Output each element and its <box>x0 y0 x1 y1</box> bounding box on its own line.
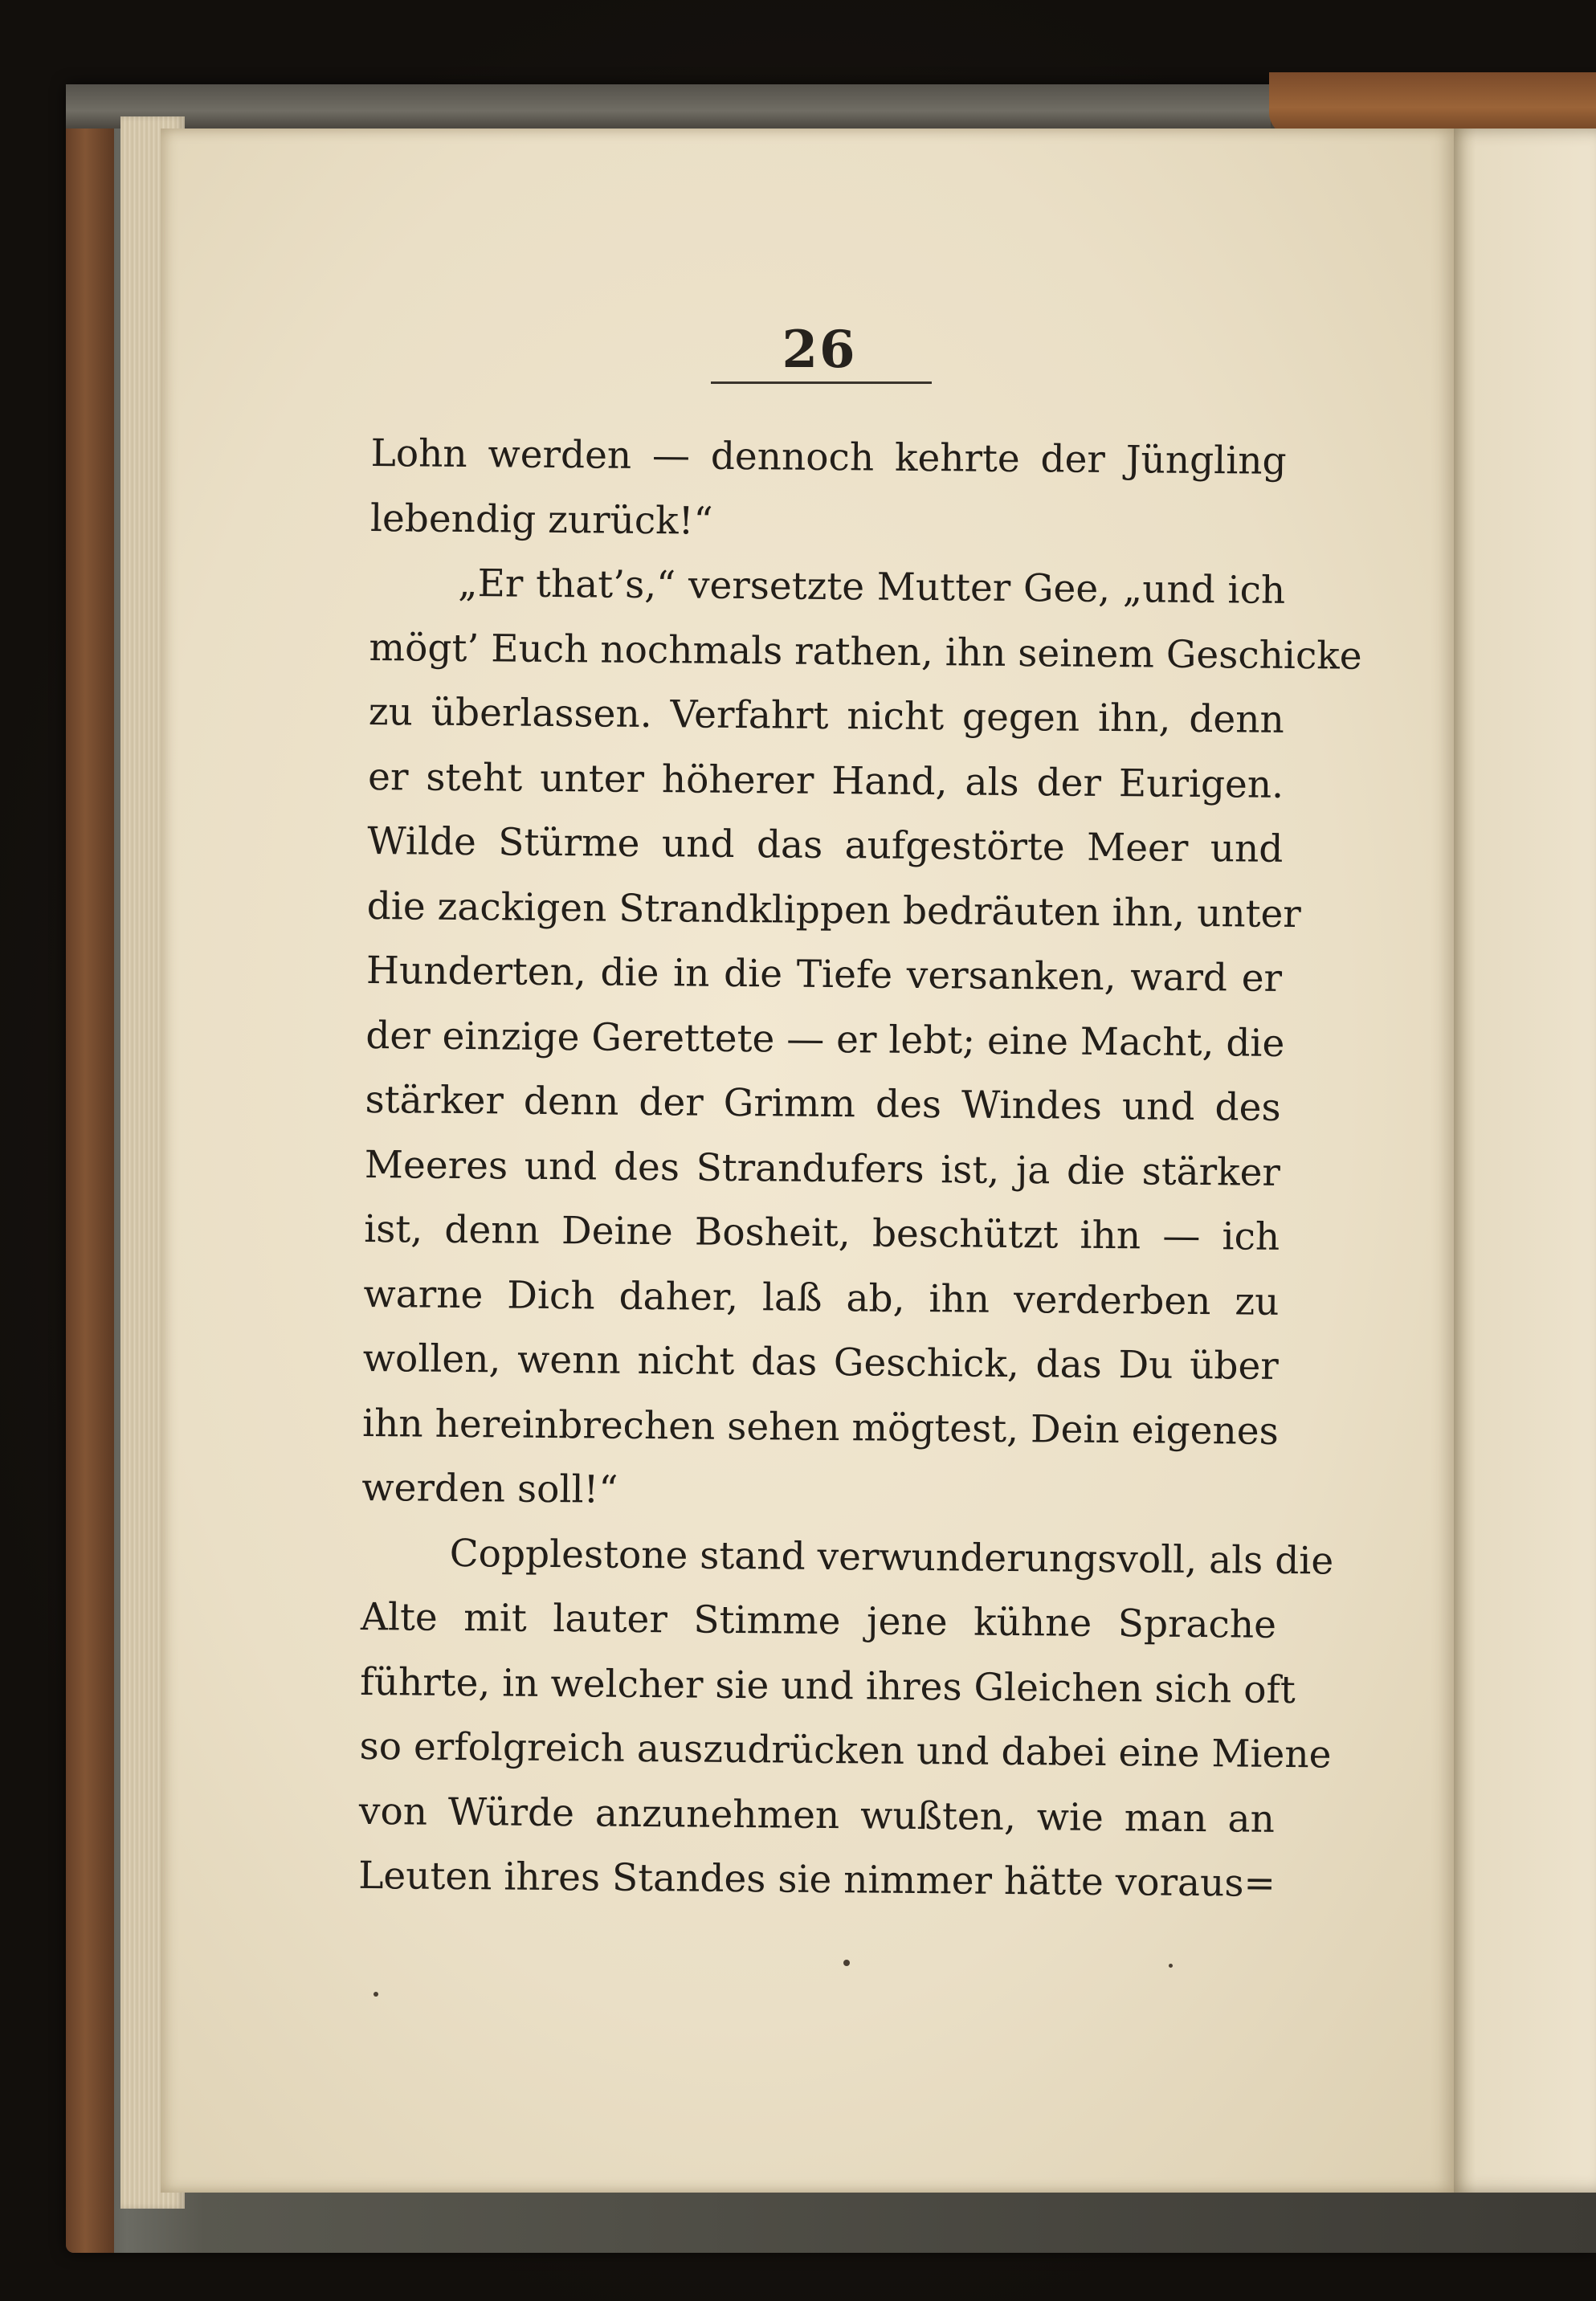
text-line: Hunderten, die in die Tiefe versanken, ward er <box>365 948 1283 1001</box>
text-line: von Würde anzunehmen wußten, wie man an <box>358 1789 1276 1842</box>
text-line: Leuten ihres Standes sie nimmer hätte voraus= <box>357 1853 1276 1906</box>
text-line: die zackigen Strandklippen bedräuten ihn, unter <box>366 883 1302 936</box>
facing-page <box>1446 129 1596 2193</box>
text-line: ist, denn Deine Bosheit, beschützt ihn — ich <box>363 1206 1280 1259</box>
page-number: 26 <box>782 320 857 380</box>
paper-speck <box>843 1960 850 1966</box>
text-line: Meeres und des Strandufers ist, ja die stärker <box>364 1142 1281 1195</box>
paper-speck <box>1169 1964 1173 1968</box>
text-line: „Er that’s,“ versetzte Mutter Gee, „und ich <box>458 561 1286 613</box>
header-rule <box>711 381 932 384</box>
text-line: Alte mit lauter Stimme jene kühne Sprache <box>360 1594 1277 1647</box>
paper-speck <box>373 1992 378 1997</box>
text-line: werden soll!“ <box>361 1465 618 1512</box>
text-line: Copplestone stand verwunderungsvoll, als die <box>449 1531 1334 1584</box>
leather-spine <box>66 84 114 2253</box>
top-board <box>66 84 1271 129</box>
page-body-text <box>357 422 1362 1916</box>
text-line: warne Dich daher, laß ab, ihn verderben zu <box>363 1271 1280 1324</box>
text-line: so erfolgreich auszudrücken und dabei eine Miene <box>359 1724 1332 1777</box>
text-line: zu überlassen. Verfahrt nicht gegen ihn, denn <box>368 689 1285 742</box>
text-line: der einzige Gerettete — er lebt; eine Macht, die <box>365 1013 1285 1066</box>
text-line: Lohn werden — dennoch kehrte der Jüngling <box>370 430 1287 483</box>
text-line: wollen, wenn nicht das Geschick, das Du über <box>362 1336 1280 1389</box>
text-line: stärker denn der Grimm des Windes und des <box>365 1077 1281 1130</box>
text-line: er steht unter höherer Hand, als der Eurigen. <box>367 754 1284 807</box>
text-line: ihn hereinbrechen sehen mögtest, Dein eigenes <box>361 1401 1279 1454</box>
text-line: mögt’ Euch nochmals rathen, ihn seinem Geschicke <box>369 625 1362 679</box>
text-line: Wilde Stürme und das aufgestörte Meer und <box>367 818 1284 871</box>
text-line: führte, in welcher sie und ihres Gleichen sich oft <box>360 1659 1296 1712</box>
text-line: lebendig zurück!“ <box>369 496 713 544</box>
leather-corner <box>1269 72 1596 137</box>
